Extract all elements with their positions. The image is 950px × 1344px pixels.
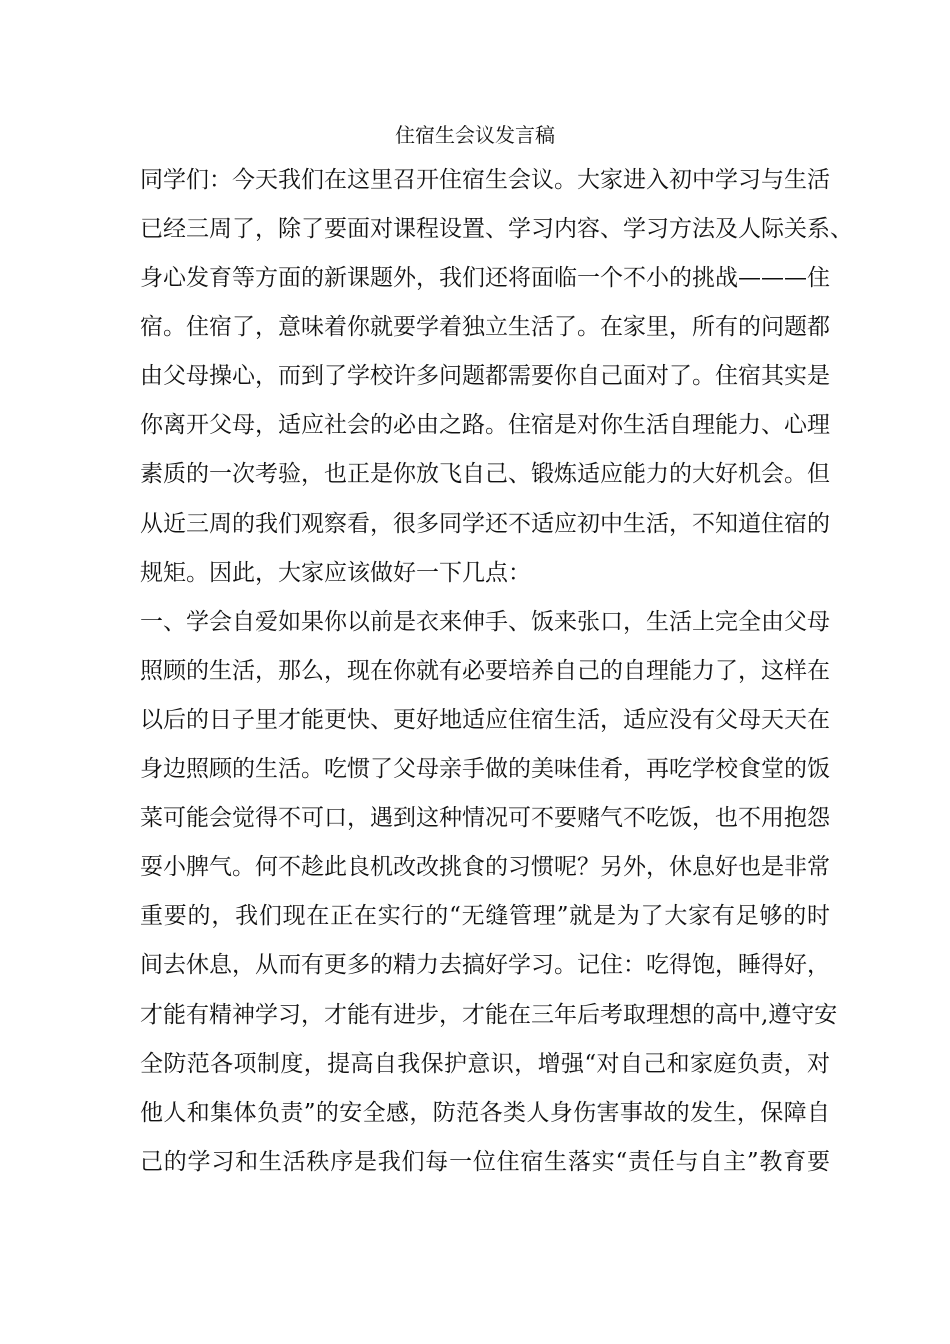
text-line-15: 耍小脾气。何不趁此良机改改挑食的习惯呢？另外，休息好也是非常 [140,854,830,880]
text-line-8: 从近三周的我们观察看，很多同学还不适应初中生活，不知道住宿的 [140,511,830,537]
text-line-16: 重要的，我们现在正在实行的“无缝管理”就是为了大家有足够的时 [140,903,830,929]
text-line-2: 已经三周了，除了要面对课程设置、学习内容、学习方法及人际关系、 [140,216,853,242]
text-line-21: 己的学习和生活秩序是我们每一位住宿生落实“责任与自主”教育要 [140,1149,830,1175]
text-line-9: 规矩。因此，大家应该做好一下几点： [140,560,531,586]
text-line-13: 身边照顾的生活。吃惯了父母亲手做的美味佳肴，再吃学校食堂的饭 [140,756,830,782]
text-line-4: 宿。住宿了，意味着你就要学着独立生活了。在家里，所有的问题都 [140,314,830,340]
text-line-6: 你离开父母，适应社会的必由之路。住宿是对你生活自理能力、心理 [140,412,830,438]
text-line-7: 素质的一次考验，也正是你放飞自己、锻炼适应能力的大好机会。但 [140,461,830,487]
text-line-17: 间去休息，从而有更多的精力去搞好学习。记住：吃得饱，睡得好， [140,952,830,978]
text-line-5: 由父母操心，而到了学校许多问题都需要你自己面对了。住宿其实是 [140,363,830,389]
text-line-18: 才能有精神学习，才能有进步，才能在三年后考取理想的高中,遵守安 [140,1002,838,1028]
text-line-19: 全防范各项制度，提高自我保护意识，增强“对自己和家庭负责，对 [140,1051,830,1077]
text-line-1: 同学们：今天我们在这里召开住宿生会议。大家进入初中学习与生活 [140,167,830,193]
text-line-11: 照顾的生活，那么，现在你就有必要培养自己的自理能力了，这样在 [140,658,830,684]
text-line-12: 以后的日子里才能更快、更好地适应住宿生活，适应没有父母天天在 [140,707,830,733]
text-line-14: 菜可能会觉得不可口，遇到这种情况可不要赌气不吃饭，也不用抱怨 [140,805,830,831]
text-line-10: 一、学会自爱如果你以前是衣来伸手、饭来张口，生活上完全由父母 [140,609,830,635]
text-line-3: 身心发育等方面的新课题外，我们还将面临一个不小的挑战———住 [140,265,830,291]
text-line-20: 他人和集体负责”的安全感，防范各类人身伤害事故的发生，保障自 [140,1100,830,1126]
page-title: 住宿生会议发言稿 [395,123,555,147]
